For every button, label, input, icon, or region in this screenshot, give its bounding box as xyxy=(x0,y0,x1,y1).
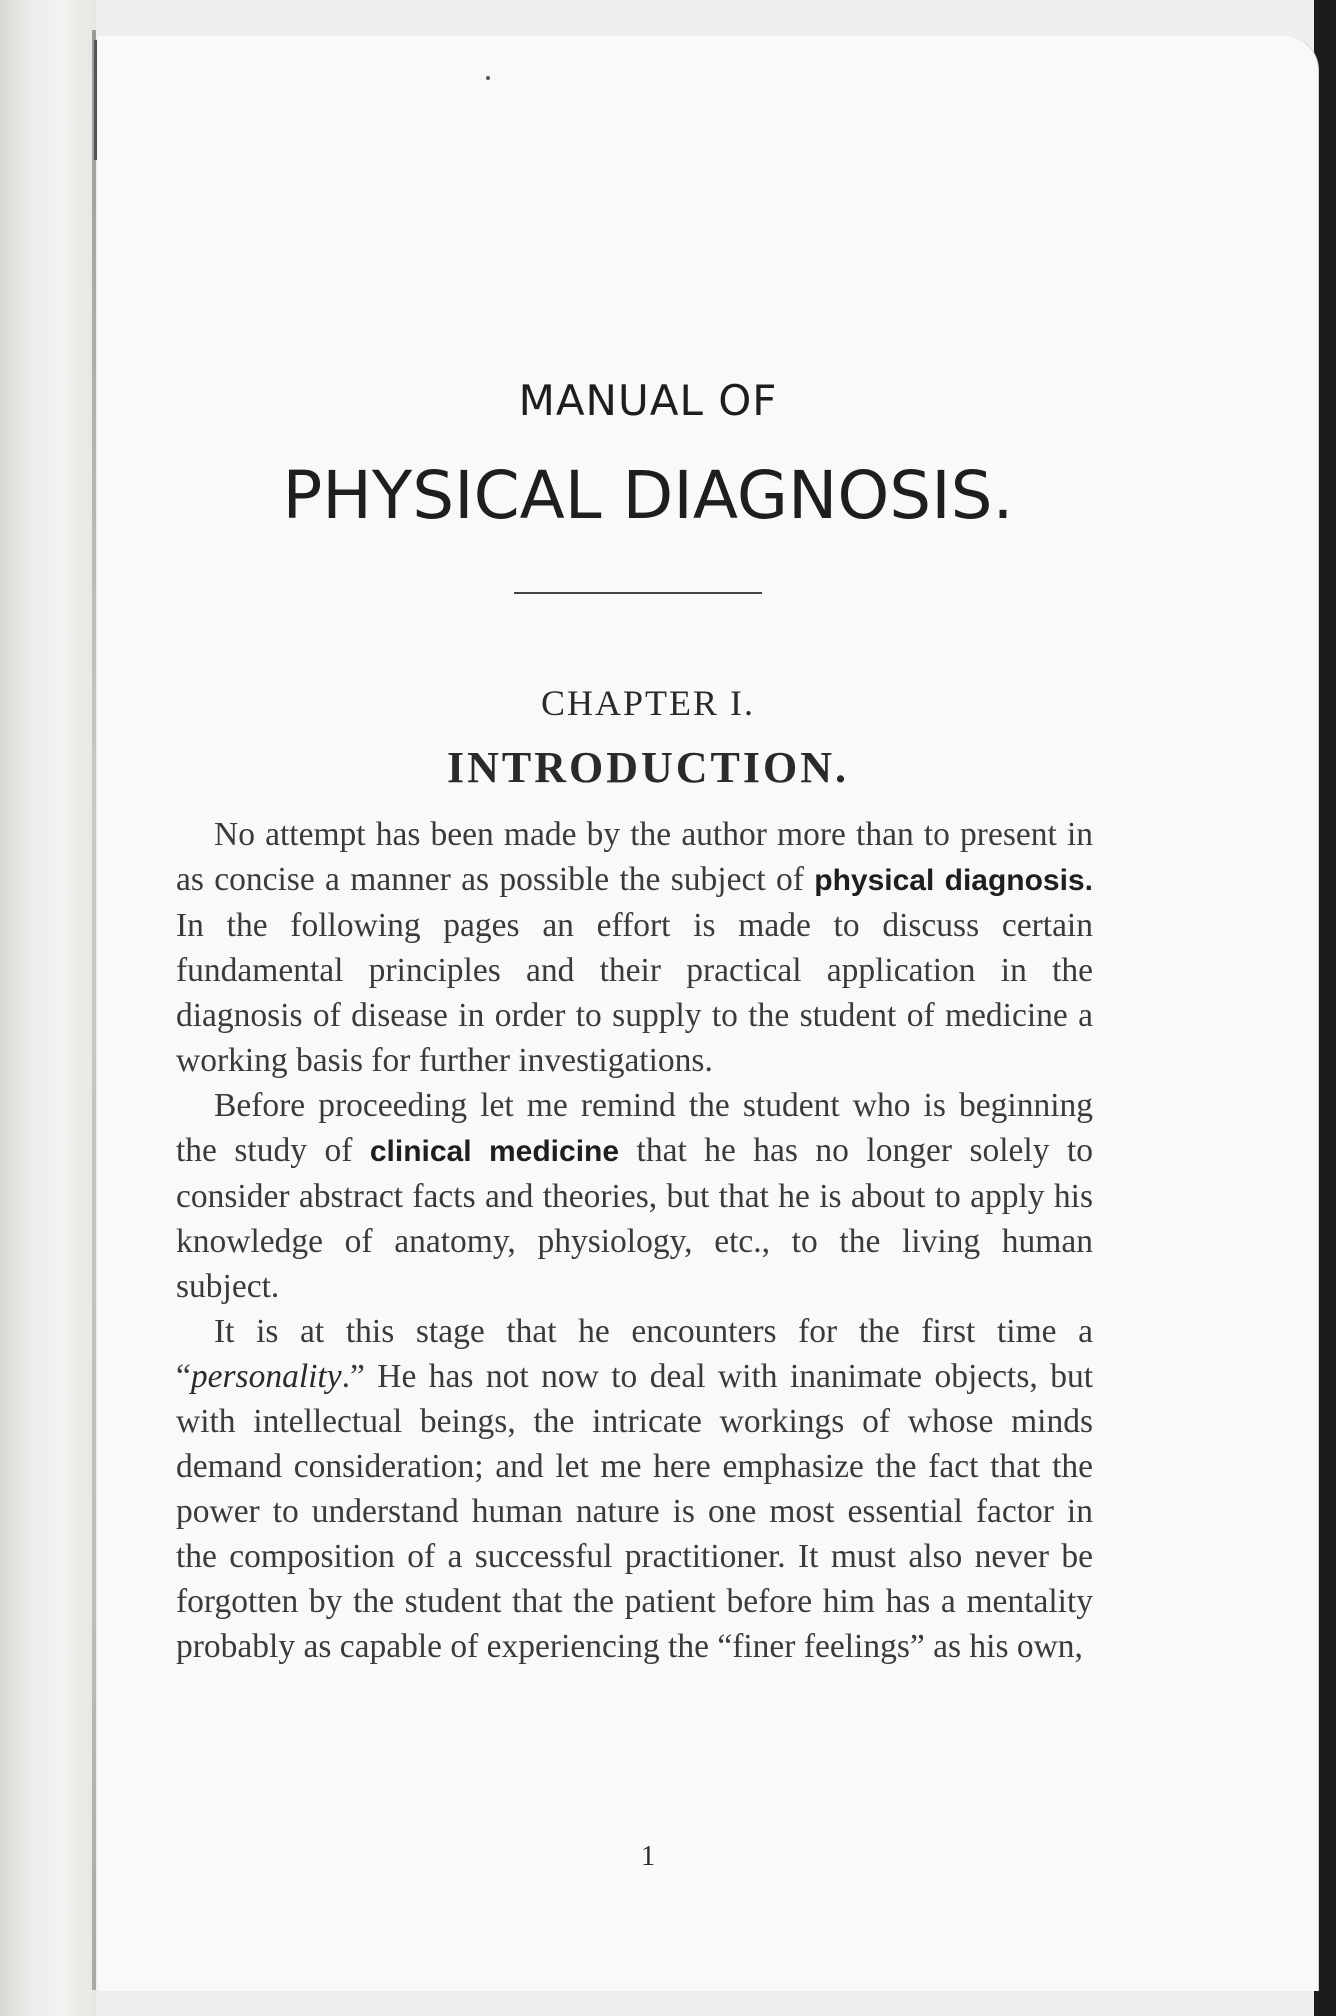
paragraph-2-bold-term: clinical medicine xyxy=(369,1135,620,1168)
gutter-shadow-line xyxy=(92,30,96,1990)
paragraph-3-italic-term: personality xyxy=(190,1358,342,1395)
paragraph-2-text-a: Before proceeding let me remind the student who is beginning the study of xyxy=(176,1087,1093,1169)
paragraph-3-text-a: It is at this stage that he encounters for the first time a “ xyxy=(176,1313,1093,1395)
body-text xyxy=(176,812,1093,1669)
book-page xyxy=(98,36,1318,1991)
title-divider-rule xyxy=(514,592,762,594)
paragraph-1-bold-term: physical diagnosis. xyxy=(814,864,1093,897)
gutter-mark xyxy=(94,40,97,160)
paragraph-1-text-b: In the following pages an effort is made to discuss certain fundamental principles and their practical application in the diagnosis of disease in order to supply to the student of medicine a working basis for further investigations. xyxy=(176,907,1093,1079)
binding-gutter xyxy=(0,0,96,2016)
speck-mark xyxy=(486,76,490,80)
page-number: 1 xyxy=(641,1841,655,1872)
paragraph-2 xyxy=(176,1083,1093,1309)
paragraph-3 xyxy=(176,1309,1093,1669)
section-heading: INTRODUCTION. xyxy=(446,743,850,792)
book-title-line-1: MANUAL OF xyxy=(518,376,778,425)
chapter-heading: CHAPTER I. xyxy=(540,683,755,723)
paragraph-3-text-b: .” He has not now to deal with inanimate objects, but with intellectual beings, the intricate workings of whose minds demand consideration; and let me here emphasize the fact that the power to understand human nature is one most essential factor in the composition of a successful practitioner. It must also never be forgotten by the student that the patient before him has a mentality probably as capable of experiencing the “finer feelings” as his own, xyxy=(176,1358,1093,1665)
paragraph-2-text-b: that he has no longer solely to consider abstract facts and theories, but that he is about to apply his knowledge of anatomy, physiology, etc., to the living human subject. xyxy=(176,1132,1093,1305)
book-title-line-2: PHYSICAL DIAGNOSIS. xyxy=(282,457,1014,534)
paragraph-1-text-a: No attempt has been made by the author more than to present in as concise a manner as possible the subject of xyxy=(176,816,1093,898)
paragraph-1 xyxy=(176,812,1093,1083)
